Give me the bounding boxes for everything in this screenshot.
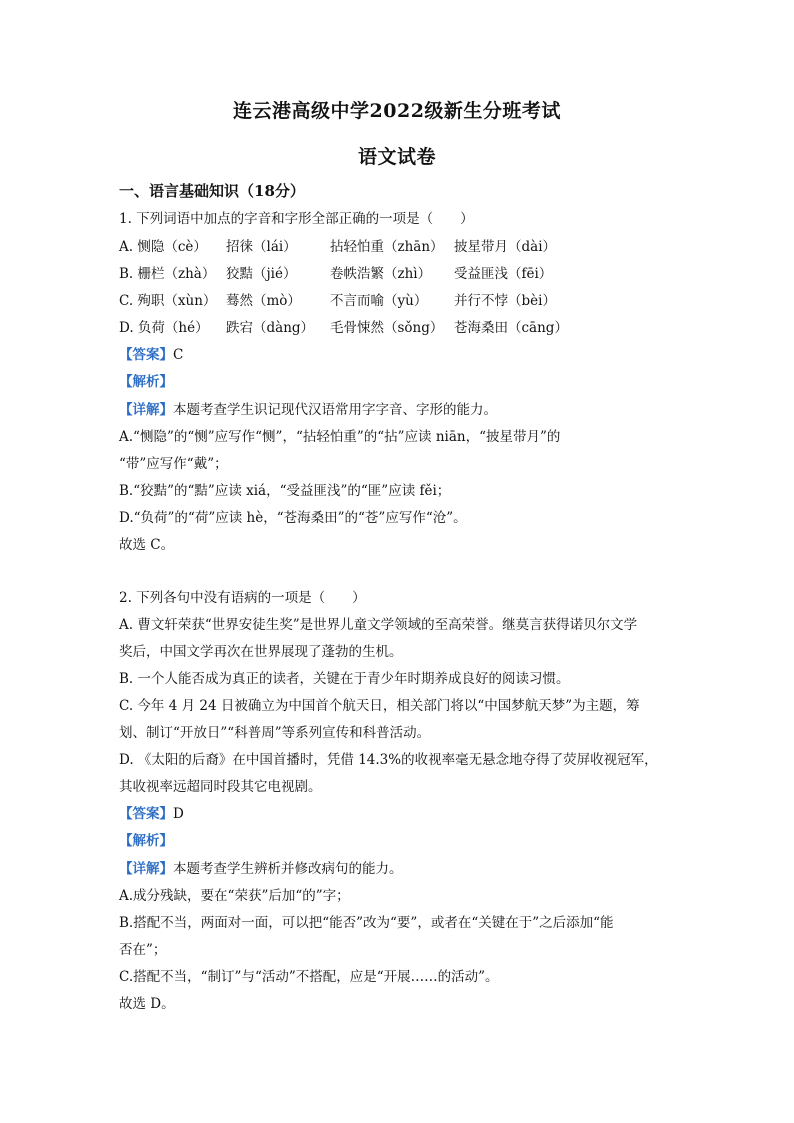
option-item: D. 负荷（hé） [119,320,209,336]
exam-title: 连云港高级中学2022级新生分班考试 [233,100,561,122]
option-item: B. 栅栏（zhà） [119,266,216,282]
option-item: 跌宕（dàng） [226,320,315,336]
q2-stem: 2. 下列各句中没有语病的一项是（ ） [119,590,366,606]
option-item: 披星带月（dài） [454,239,557,255]
q2-option-line: 其收视率远超同时段其它电视剧。 [119,779,322,795]
detail-tag: 【详解】 [119,402,173,418]
q2-option-line: 奖后，中国文学再次在世界展现了蓬勃的生机。 [119,644,403,660]
answer-value: C [173,347,184,363]
q2-analysis-line: A.成分残缺，要在“荣获”后加“的”字； [119,888,350,904]
q1-option-d [119,319,568,337]
q1-stem: 1. 下列词语中加点的字音和字形全部正确的一项是（ ） [119,211,474,227]
option-item: 受益匪浅（fēi） [454,266,553,282]
q2-analysis-line: 否在”； [119,942,167,958]
option-item: 并行不悖（bèi） [454,293,556,309]
option-item: 卷帙浩繁（zhì） [330,266,432,282]
q1-analysis-line: A.“恻隐”的“恻”应写作“恻”，“拈轻怕重”的“拈”应读 niān，“披星带月”的 [119,429,561,445]
q1-analysis-line: 故选 C。 [119,537,175,553]
option-item: C. 殉职（xùn） [119,293,217,309]
detail-text: 本题考查学生辨析并修改病句的能力。 [173,861,403,877]
answer-tag: 【答案】 [119,347,173,363]
answer-value: D [173,806,184,822]
q2-option-line: B. 一个人能否成为真正的读者，关键在于青少年时期养成良好的阅读习惯。 [119,671,570,687]
q1-option-c [119,292,556,310]
q2-detail [119,860,403,878]
q1-analysis-tag: 【解析】 [119,374,173,390]
q1-analysis-line: B.“狡黠”的“黠”应读 xiá，“受益匪浅”的“匪”应读 fěi； [119,483,451,499]
q2-analysis-line: 故选 D。 [119,996,175,1012]
detail-tag: 【详解】 [119,861,173,877]
option-item: A. 恻隐（cè） [119,239,207,255]
answer-tag: 【答案】 [119,806,173,822]
option-item: 蓦然（mò） [226,293,301,309]
q1-analysis-line: “带”应写作“戴”； [119,456,228,472]
option-item: 不言而喻（yù） [330,293,428,309]
q2-analysis-line: B.搭配不当，两面对一面，可以把“能否”改为“要”，或者在“关键在于”之后添加“能 [119,915,614,931]
q1-analysis-line: D.“负荷”的“荷”应读 hè，“苍海桑田”的“苍”应写作“沧”。 [119,510,467,526]
q2-analysis-tag: 【解析】 [119,833,173,849]
q2-answer [119,805,184,823]
q1-detail [119,401,497,419]
option-item: 苍海桑田（cāng） [454,320,568,336]
option-item: 狡黠（jié） [226,266,297,282]
detail-text: 本题考查学生识记现代汉语常用字字音、字形的能力。 [173,402,497,418]
option-item: 招徕（lái） [226,239,297,255]
q1-option-a [119,238,556,256]
exam-subtitle: 语文试卷 [357,146,436,168]
section-heading: 一、语言基础知识（18分） [119,182,305,200]
q2-option-line: C. 今年 4 月 24 日被确立为中国首个航天日，相关部门将以“中国梦航天梦”为主题，筹 [119,698,640,714]
q2-analysis-line: C.搭配不当，“制订”与“活动”不搭配，应是“开展……的活动”。 [119,969,499,985]
q2-option-line: A. 曹文轩荣获“世界安徒生奖”是世界儿童文学领域的至高荣誉。继莫言获得诺贝尔文学 [119,617,638,633]
q1-answer [119,346,183,364]
q2-option-line: 划、制订“开放日”“科普周”等系列宣传和科普活动。 [119,725,431,741]
option-item: 拈轻怕重（zhān） [330,239,444,255]
option-item: 毛骨悚然（sǒng） [330,320,444,336]
q2-option-line: D. 《太阳的后裔》在中国首播时，凭借 14.3%的收视率毫无悬念地夺得了荧屏收视冠军， [119,752,658,768]
q1-option-b [119,265,552,283]
